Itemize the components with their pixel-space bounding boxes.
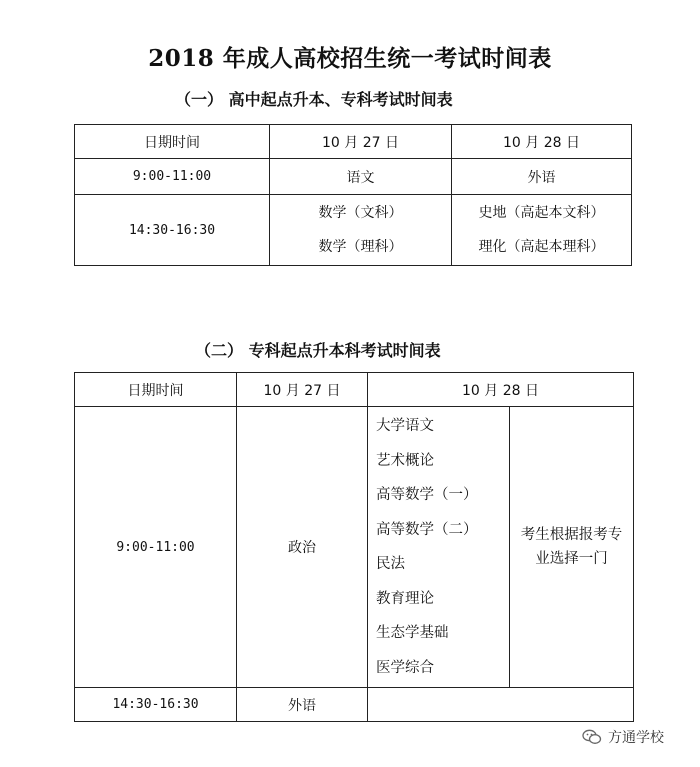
header-date-time: 日期时间	[75, 125, 270, 159]
list-item: 高等数学（二）	[376, 521, 478, 538]
section2-heading: （二） 专科起点升本科考试时间表	[195, 341, 441, 360]
header-date-time: 日期时间	[75, 373, 237, 407]
subject-cell	[452, 195, 632, 266]
selection-note: 考生根据报考专业选择一门	[510, 407, 634, 688]
table-header-row	[75, 125, 632, 159]
table-row	[75, 159, 632, 195]
time-cell: 14:30-16:30	[75, 195, 270, 266]
subject-cell: 政治	[237, 407, 368, 688]
section1-heading: （一） 高中起点升本、专科考试时间表	[175, 90, 453, 109]
subject-item: 数学（文科）	[318, 205, 403, 221]
watermark	[582, 727, 664, 747]
list-item: 高等数学（一）	[376, 487, 478, 503]
header-oct-28: 10 月 28 日	[368, 373, 634, 407]
empty-cell	[368, 688, 634, 722]
header-oct-27: 10 月 27 日	[237, 373, 368, 407]
wechat-icon	[582, 729, 602, 745]
list-item: 生态学基础	[376, 625, 449, 641]
table-row	[75, 195, 632, 266]
subject-item: 理化（高起本理科）	[478, 239, 605, 255]
list-item: 民法	[376, 556, 405, 572]
schedule-table-2	[74, 372, 634, 722]
table-row	[75, 407, 634, 688]
page-title: 2018 年成人高校招生统一考试时间表	[148, 45, 552, 72]
time-cell: 9:00-11:00	[75, 407, 237, 688]
subject-cell: 外语	[452, 159, 632, 195]
list-item: 艺术概论	[376, 452, 434, 469]
table-header-row	[75, 373, 634, 407]
list-item: 大学语文	[376, 418, 434, 434]
subject-item: 数学（理科）	[318, 239, 403, 255]
time-cell: 9:00-11:00	[75, 159, 270, 195]
header-oct-28: 10 月 28 日	[452, 125, 632, 159]
subject-list	[368, 407, 510, 688]
table-row	[75, 688, 634, 722]
schedule-table-1	[74, 124, 632, 266]
time-cell: 14:30-16:30	[75, 688, 237, 722]
watermark-text: 方通学校	[608, 730, 664, 746]
list-item: 医学综合	[376, 659, 434, 676]
subject-cell: 语文	[270, 159, 452, 195]
list-item: 教育理论	[376, 590, 434, 607]
subject-cell: 外语	[237, 688, 368, 722]
header-oct-27: 10 月 27 日	[270, 125, 452, 159]
subject-item: 史地（高起本文科）	[478, 205, 605, 221]
subject-cell	[270, 195, 452, 266]
